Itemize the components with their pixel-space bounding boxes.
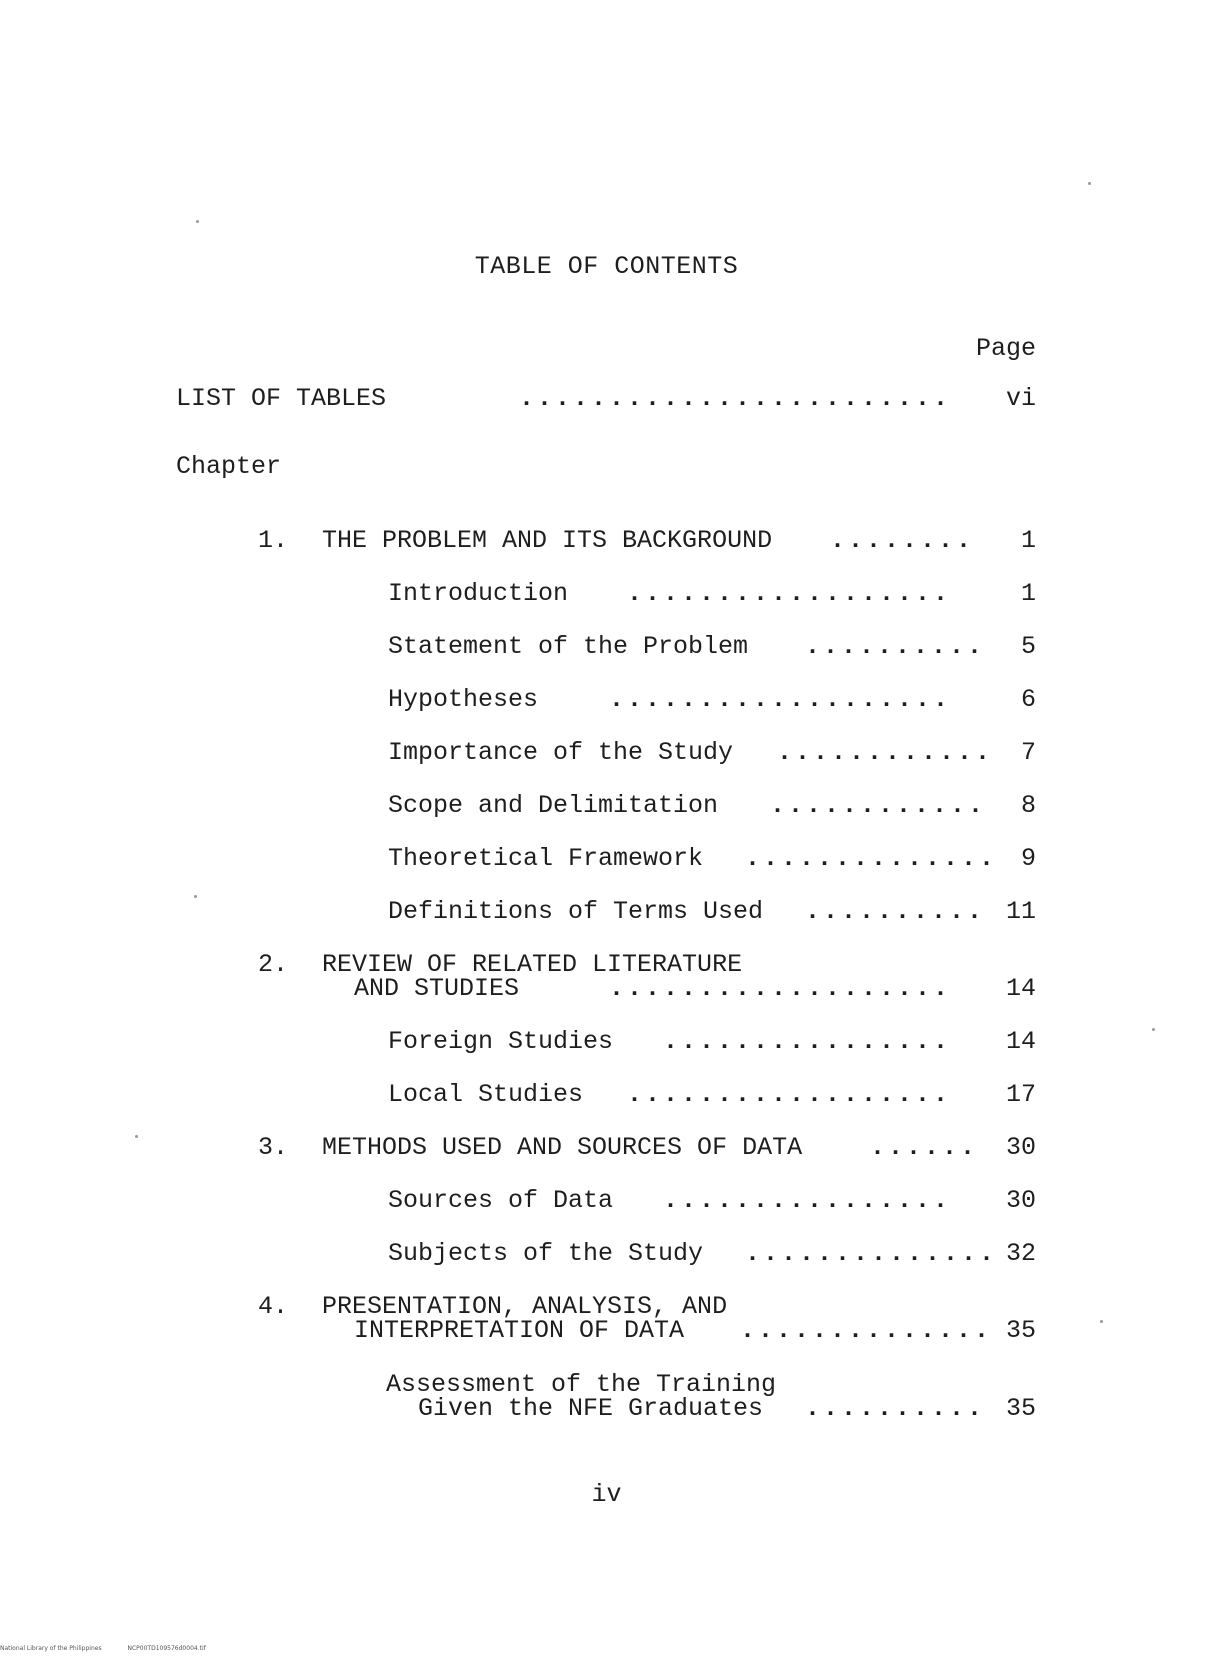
scan-speck: [1088, 182, 1091, 185]
section-label-line-2: Given the NFE Graduates: [418, 1394, 764, 1423]
dot-leader: ........................: [518, 384, 951, 413]
toc-chapter-2: [0, 950, 1213, 1010]
chapter-title: METHODS USED AND SOURCES OF DATA: [322, 1133, 803, 1162]
chapter-label: Chapter: [176, 452, 282, 481]
toc-section: [0, 579, 1213, 613]
toc-section: [0, 1186, 1213, 1220]
scan-footer-source: National Library of the Philippines: [0, 1645, 102, 1652]
toc-section: [0, 1080, 1213, 1114]
section-label: Statement of the Problem: [388, 632, 749, 661]
section-label: Subjects of the Study: [388, 1239, 704, 1268]
dot-leader: ...................: [608, 685, 951, 714]
scan-footer: [0, 1645, 230, 1652]
section-label: Foreign Studies: [388, 1027, 614, 1056]
chapter-page: 14: [1005, 974, 1036, 1003]
dot-leader: ..................: [626, 1080, 951, 1109]
section-label: Local Studies: [388, 1080, 584, 1109]
section-page: 6: [1020, 685, 1036, 714]
chapter-title: THE PROBLEM AND ITS BACKGROUND: [322, 526, 773, 555]
section-page: 14: [1005, 1027, 1036, 1056]
chapter-page: 30: [1005, 1133, 1036, 1162]
toc-entry-list-of-tables: [0, 384, 1213, 418]
dot-leader: ..........: [805, 897, 986, 926]
toc-chapter-3: [0, 1133, 1213, 1167]
toc-title: TABLE OF CONTENTS: [474, 252, 739, 281]
dot-leader: ................: [662, 1186, 951, 1215]
toc-section: [0, 1239, 1213, 1273]
toc-section: [0, 897, 1213, 931]
toc-section: [0, 632, 1213, 666]
section-label: Sources of Data: [388, 1186, 614, 1215]
section-label: Importance of the Study: [388, 738, 734, 767]
toc-chapter-4: [0, 1292, 1213, 1352]
chapter-page: 1: [1020, 526, 1036, 555]
dot-leader: ......: [870, 1133, 979, 1162]
scan-speck: [196, 220, 199, 223]
toc-section: [0, 685, 1213, 719]
section-label: Definitions of Terms Used: [388, 897, 764, 926]
scan-footer-filename: NCP00TD109576d0004.tif: [127, 1645, 206, 1652]
section-page: 9: [1020, 844, 1036, 873]
section-page: 11: [1005, 897, 1036, 926]
dot-leader: ........: [830, 526, 975, 555]
chapter-page: 35: [1005, 1316, 1036, 1345]
dot-leader: ..........: [805, 1394, 986, 1423]
toc-section: [0, 1370, 1213, 1430]
section-label: Scope and Delimitation: [388, 791, 719, 820]
toc-chapter-1: [0, 526, 1213, 560]
chapter-number: 2.: [258, 950, 289, 979]
chapter-number: 3.: [258, 1133, 289, 1162]
toc-section: [0, 791, 1213, 825]
toc-section: [0, 738, 1213, 772]
chapter-title-line-2: AND STUDIES: [354, 974, 520, 1003]
toc-section: [0, 1027, 1213, 1061]
section-label: Hypotheses: [388, 685, 539, 714]
dot-leader: ................: [662, 1027, 951, 1056]
chapter-title-line-2: INTERPRETATION OF DATA: [354, 1316, 685, 1345]
dot-leader: ...................: [608, 974, 951, 1003]
dot-leader: ..............: [740, 1316, 993, 1345]
section-page: 1: [1020, 579, 1036, 608]
chapter-title-line-1: REVIEW OF RELATED LITERATURE: [322, 950, 743, 979]
section-page: 30: [1005, 1186, 1036, 1215]
section-page: 7: [1020, 738, 1036, 767]
section-label: Theoretical Framework: [388, 844, 704, 873]
chapter-title-line-1: PRESENTATION, ANALYSIS, AND: [322, 1292, 728, 1321]
dot-leader: ............: [777, 738, 994, 767]
section-label-line-1: Assessment of the Training: [386, 1370, 777, 1399]
dot-leader: ..................: [626, 579, 951, 608]
dot-leader: ..............: [745, 1239, 998, 1268]
chapter-number: 4.: [258, 1292, 289, 1321]
section-page: 32: [1005, 1239, 1036, 1268]
toc-entry-label: LIST OF TABLES: [176, 384, 387, 413]
dot-leader: ..............: [745, 844, 998, 873]
section-page: 8: [1020, 791, 1036, 820]
page-column-header: Page: [975, 334, 1036, 363]
section-label: Introduction: [388, 579, 569, 608]
page-folio: iv: [591, 1480, 622, 1509]
toc-entry-page: vi: [1005, 384, 1036, 413]
chapter-number: 1.: [258, 526, 289, 555]
section-page: 17: [1005, 1080, 1036, 1109]
section-page: 35: [1005, 1394, 1036, 1423]
dot-leader: ..........: [805, 632, 986, 661]
dot-leader: ............: [770, 791, 987, 820]
section-page: 5: [1020, 632, 1036, 661]
toc-section: [0, 844, 1213, 878]
